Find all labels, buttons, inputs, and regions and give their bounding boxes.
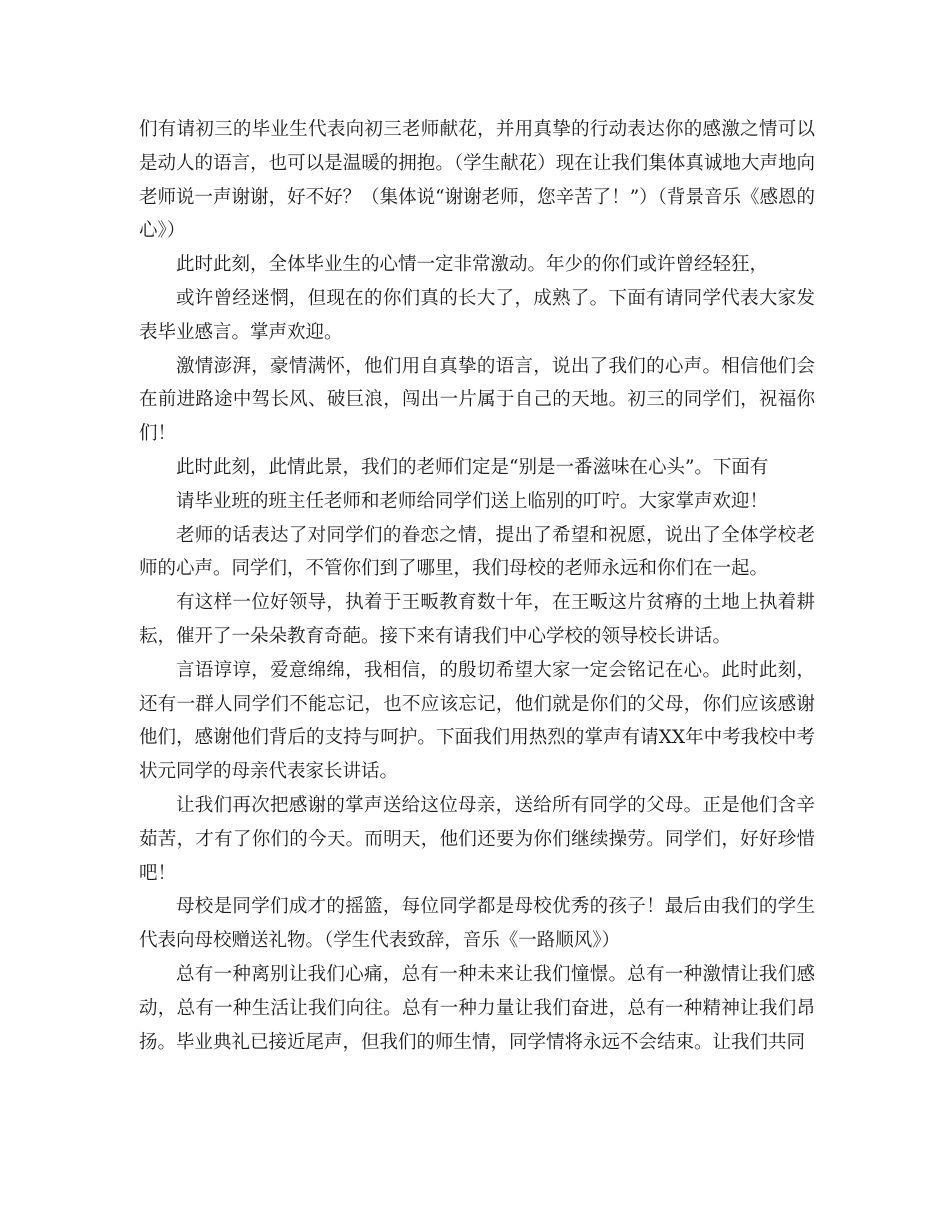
- paragraph-4: 激情澎湃，豪情满怀，他们用自真挚的语言，说出了我们的心声。相信他们会在前进路途中驾长风、破巨浪，闯出一片属于自己的天地。初三的同学们，祝福你们！: [139, 355, 815, 445]
- paragraph-6: 请毕业班的班主任老师和老师给同学们送上临别的叮咛。大家掌声欢迎！: [176, 490, 769, 512]
- paragraph-9: 言语谆谆，爱意绵绵，我相信，的殷切希望大家一定会铭记在心。此时此刻，还有一群人同学们不能忘记，也不应该忘记，他们就是你们的父母，你们应该感谢他们，感谢他们背后的支持与呵护。下面我们用热烈的掌声有请XX年中考我校中考状元同学的母亲代表家长讲话。: [139, 659, 815, 783]
- paragraph-3: 或许曾经迷惘，但现在的你们真的长大了，成熟了。下面有请同学代表大家发表毕业感言。掌声欢迎。: [139, 287, 815, 343]
- paragraph-8: 有这样一位好领导，执着于王畈教育数十年，在王畈这片贫瘠的土地上执着耕耘，催开了一朵朵教育奇葩。接下来有请我们中心学校的领导校长讲话。: [139, 592, 815, 647]
- paragraph-2: 此时此刻，全体毕业生的心情一定非常激动。年少的你们或许曾经轻狂，: [176, 254, 769, 276]
- paragraph-7: 老师的话表达了对同学们的眷恋之情，提出了希望和祝愿，说出了全体学校老师的心声。同学们，不管你们到了哪里，我们母校的老师永远和你们在一起。: [139, 524, 815, 580]
- paragraph-5: 此时此刻，此情此景，我们的老师们定是“别是一番滋味在心头”。下面有: [176, 456, 769, 478]
- paragraph-1: 们有请初三的毕业生代表向初三老师献花，并用真挚的行动表达你的感激之情可以是动人的语言，也可以是温暖的拥抱。（学生献花）现在让我们集体真诚地大声地向老师说一声谢谢，好不好？（集体说“谢谢老师，您辛苦了！”）（背景音乐《感恩的心》）: [139, 119, 815, 242]
- paragraph-11: 母校是同学们成才的摇篮，每位同学都是母校优秀的孩子！最后由我们的学生代表向母校赠送礼物。（学生代表致辞，音乐《一路顺风》）: [139, 896, 815, 952]
- paragraph-12: 总有一种离别让我们心痛，总有一种未来让我们憧憬。总有一种激情让我们感动，总有一种生活让我们向往。总有一种力量让我们奋进，总有一种精神让我们昂扬。毕业典礼已接近尾声，但我们的师生情，同学情将永远不会结束。让我们共同: [139, 963, 815, 1053]
- paragraph-10: 让我们再次把感谢的掌声送给这位母亲，送给所有同学的父母。正是他们含辛茹苦，才有了你们的今天。而明天，他们还要为你们继续操劳。同学们，好好珍惜吧！: [139, 794, 815, 884]
- document-body: [139, 113, 815, 1059]
